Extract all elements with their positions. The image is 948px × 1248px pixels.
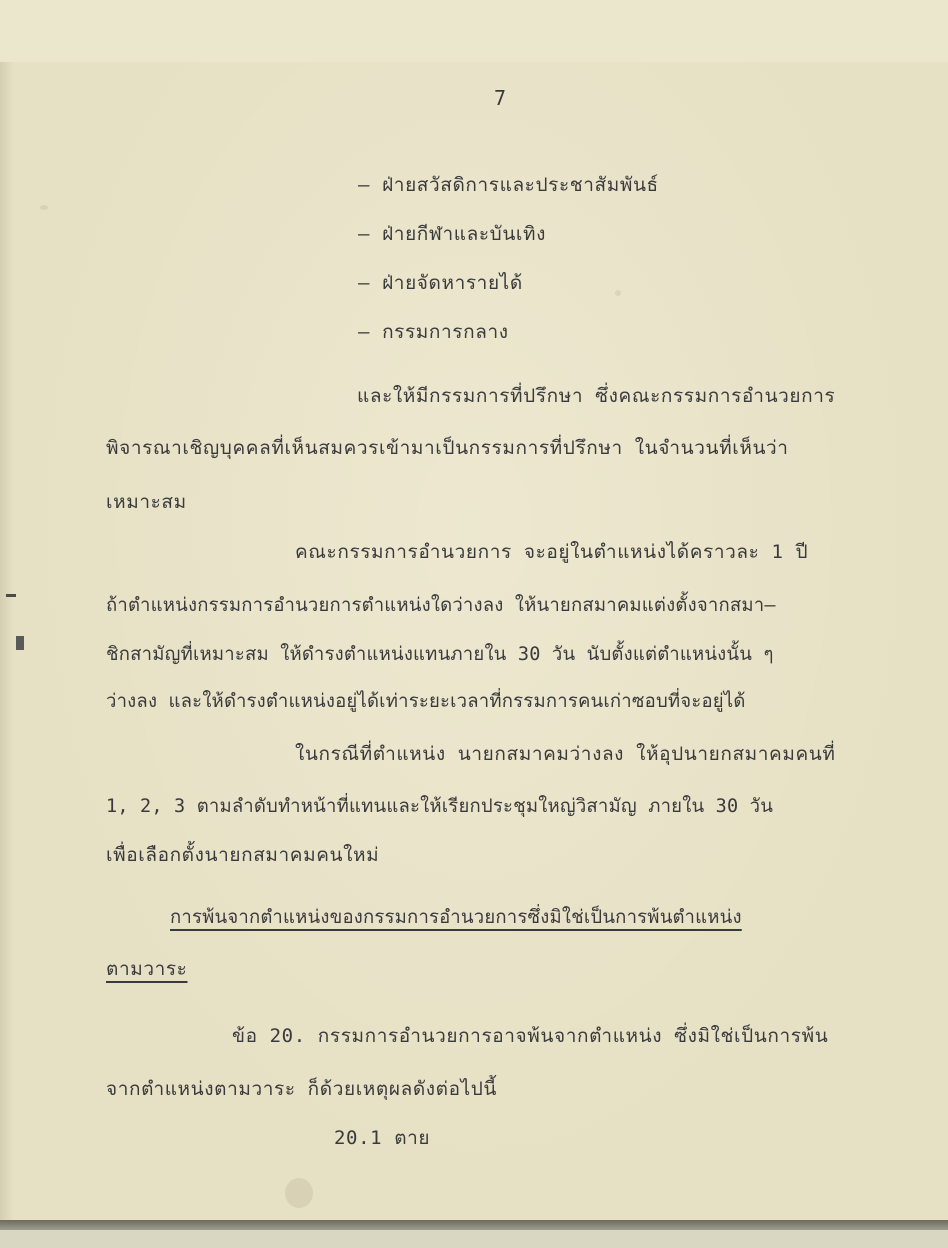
section-heading: การพ้นจากตำแหน่งของกรรมการอำนวยการซึ่งมิใช่เป็นการพ้นตำแหน่ง xyxy=(170,907,742,928)
page-binding-edge xyxy=(0,62,14,1220)
scan-top-margin xyxy=(0,0,948,62)
article-subitem: 20.1 ตาย xyxy=(334,1127,431,1149)
binding-hole-mark xyxy=(16,636,24,650)
paragraph-line: คณะกรรมการอำนวยการ จะอยู่ในตำแหน่งได้คราวละ 1 ปี xyxy=(295,541,809,563)
paragraph-line: เพื่อเลือกตั้งนายกสมาคมคนใหม่ xyxy=(106,844,380,866)
list-item: – ฝ่ายจัดหารายได้ xyxy=(358,272,523,294)
paragraph-line: เหมาะสม xyxy=(106,491,187,513)
paragraph-line: 1, 2, 3 ตามลำดับทำหน้าที่แทนและให้เรียกประชุมใหญ่วิสามัญ ภายใน 30 วัน xyxy=(106,796,774,817)
article-line: จากตำแหน่งตามวาระ ก็ด้วยเหตุผลดังต่อไปนี้ xyxy=(106,1078,498,1100)
list-item: – ฝ่ายกีฬาและบันเทิง xyxy=(358,223,547,245)
article-line: ข้อ 20. กรรมการอำนวยการอาจพ้นจากตำแหน่ง ซึ่งมิใช่เป็นการพ้น xyxy=(232,1025,829,1047)
list-item: – ฝ่ายสวัสดิการและประชาสัมพันธ์ xyxy=(358,174,659,196)
page-number: 7 xyxy=(494,86,507,110)
section-heading-continued: ตามวาระ xyxy=(106,958,188,980)
paper-speck xyxy=(40,205,48,210)
paper-stain xyxy=(285,1178,313,1208)
paragraph-line: พิจารณาเชิญบุคคลที่เห็นสมควรเข้ามาเป็นกรรมการที่ปรึกษา ในจำนวนที่เห็นว่า xyxy=(106,437,789,459)
binding-staple-mark xyxy=(6,594,16,597)
paragraph-line: ในกรณีที่ตำแหน่ง นายกสมาคมว่างลง ให้อุปนายกสมาคมคนที่ xyxy=(295,743,836,765)
paragraph-line: และให้มีกรรมการที่ปรึกษา ซึ่งคณะกรรมการอำนวยการ xyxy=(357,385,836,407)
paper-speck xyxy=(615,290,621,296)
paragraph-line: ว่างลง และให้ดำรงตำแหน่งอยู่ได้เท่าระยะเวลาที่กรรมการคนเก่าซอบที่จะอยู่ได้ xyxy=(106,691,746,712)
page-bottom-shadow xyxy=(0,1220,948,1230)
list-item: – กรรมการกลาง xyxy=(358,321,509,343)
paragraph-line: ชิกสามัญที่เหมาะสม ให้ดำรงตำแหน่งแทนภายใน 30 วัน นับตั้งแต่ตำแหน่งนั้น ๆ xyxy=(106,644,774,665)
scan-bottom-margin xyxy=(0,1230,948,1248)
paragraph-line: ถ้าตำแหน่งกรรมการอำนวยการตำแหน่งใดว่างลง ให้นายกสมาคมแต่งตั้งจากสมา– xyxy=(106,595,776,616)
